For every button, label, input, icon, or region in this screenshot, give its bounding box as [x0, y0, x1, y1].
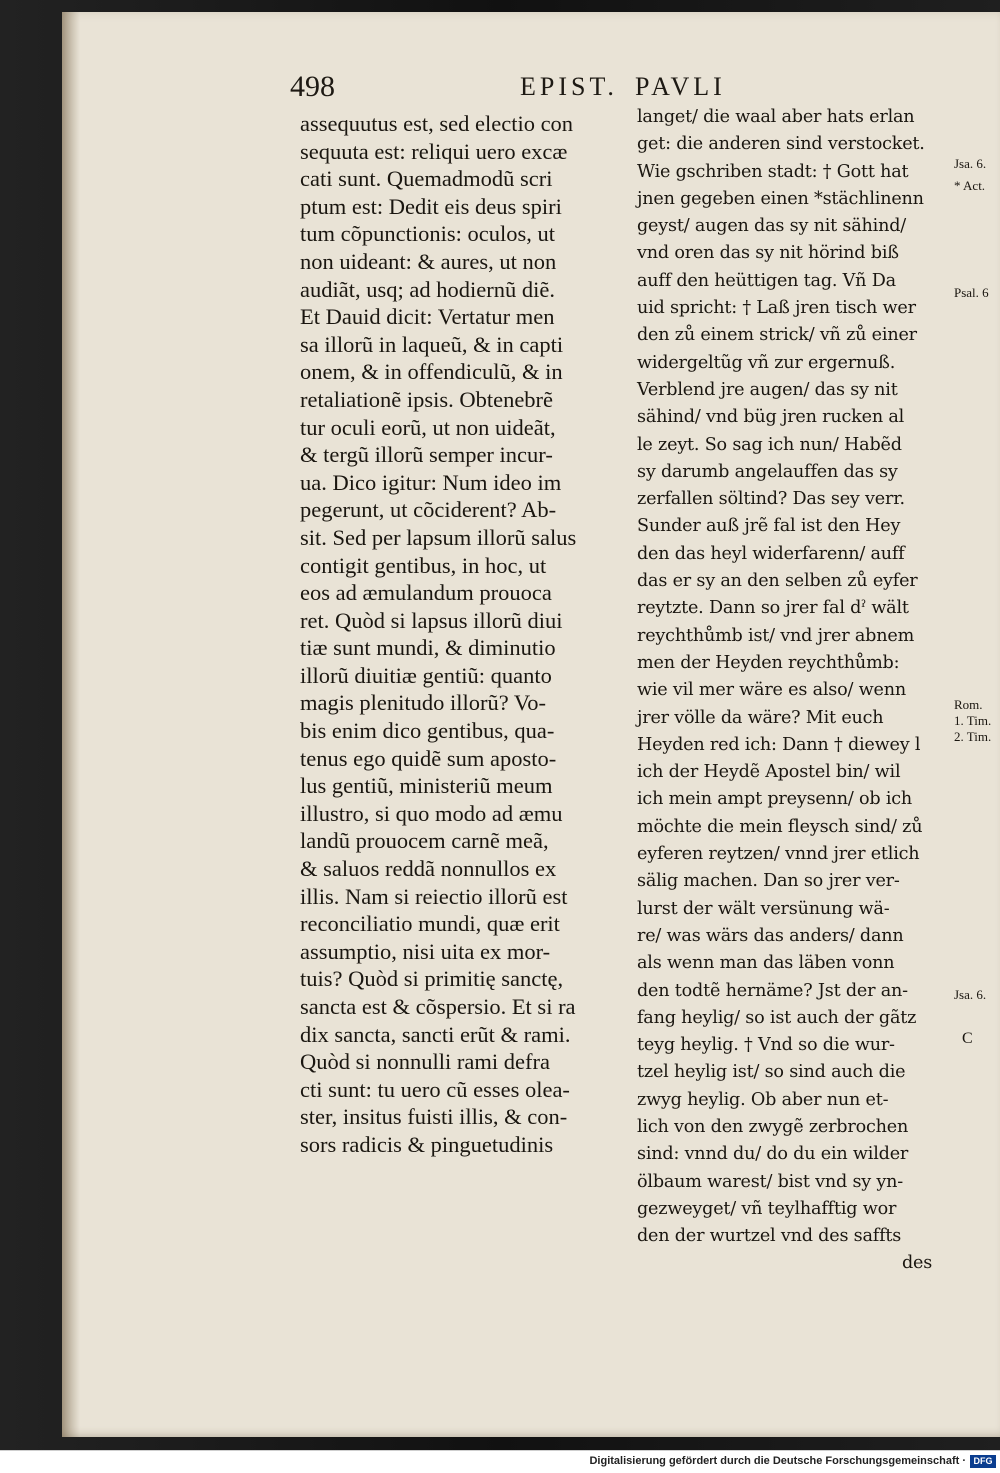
latin-text-line: & saluos reddã nonnullos ex	[300, 856, 557, 882]
german-text-line: tzel heylig ist/ so sind auch die	[637, 1062, 906, 1083]
german-text-line: sälig machen. Dan so jrer ver-	[637, 871, 900, 892]
running-head-right: PAVLI	[635, 72, 726, 101]
german-text-line: eyferen reytzen/ vnnd jrer etlich	[637, 844, 920, 865]
latin-text-line: landũ prouocem carnẽ meã,	[300, 828, 549, 854]
latin-text-column	[300, 110, 618, 1159]
latin-text-line: lus gentiũ, ministeriũ meum	[300, 773, 553, 799]
latin-text-line: sancta est & cõspersio. Et si ra	[300, 994, 576, 1019]
latin-text-line: cati sunt. Quemadmodũ scri	[300, 166, 553, 192]
latin-text-line: tur oculi eorũ, ut non uideãt,	[300, 414, 556, 440]
german-text-line: zwyg heylig. Ob aber nun et-	[637, 1089, 889, 1110]
latin-text-line: sa illorũ in laqueũ, & in capti	[300, 331, 564, 357]
latin-text-line: tum cõpunctionis: oculos, ut	[300, 221, 555, 247]
latin-text-line: sit. Sed per lapsum illorũ salus	[300, 524, 577, 550]
german-text-line: den zů einem strick/ vñ zů einer	[637, 325, 917, 346]
footer-bar	[0, 1450, 1000, 1473]
latin-text-line: Quòd si nonnulli rami defra	[300, 1049, 550, 1075]
dfg-logo: DFG	[970, 1455, 996, 1468]
german-text-line: gezweyget/ vñ teylhafftig wor	[637, 1198, 897, 1219]
latin-text-line: tenus ego quidẽ sum aposto-	[300, 745, 557, 771]
latin-text-line: assumptio, nisi uita ex mor-	[300, 938, 551, 964]
german-text-line: den der wurtzel vnd des saffts	[637, 1226, 902, 1247]
latin-text-line: non uideant: & aures, ut non	[300, 248, 557, 274]
german-text-line: jrer völle da wäre? Mit euch	[637, 707, 884, 728]
latin-text-line: assequutus est, sed electio con	[300, 111, 574, 136]
marginal-notes	[948, 0, 1000, 1425]
page-number: 498	[290, 70, 335, 103]
german-text-line: Sunder auß jrẽ fal ist den Hey	[637, 516, 901, 537]
german-text-line: möchte die mein fleysch sind/ zů	[637, 816, 923, 837]
latin-text-line: audiãt, usq; ad hodiernũ diẽ.	[300, 276, 555, 302]
marginal-note: * Act.	[954, 178, 986, 193]
german-text-line: sähind/ vnd büg jren rucken al	[637, 407, 905, 428]
german-text-line: zerfallen söltind? Das sey verr.	[637, 489, 905, 510]
german-text-line: lich von den zwygẽ zerbrochen	[637, 1116, 909, 1137]
latin-text-line: dix sancta, sancti erũt & rami.	[300, 1021, 571, 1047]
german-text-line: le zeyt. So sag ich nun/ Habẽd	[637, 434, 902, 455]
marginal-note: 1. Tim.	[954, 713, 992, 728]
latin-text-line: & tergũ illorũ semper incur-	[300, 442, 553, 468]
german-text-line: Heyden red ich: Dann † diewey l	[637, 734, 921, 755]
latin-text-line: sors radicis & pinguetudinis	[300, 1131, 554, 1157]
latin-text-line: contigit gentibus, in hoc, ut	[300, 552, 547, 578]
latin-text-line: tiæ sunt mundi, & diminutio	[300, 635, 556, 661]
german-text-line: langet/ die waal aber hats erlan	[637, 107, 915, 127]
german-text-line: das er sy an den selben zů eyfer	[637, 571, 918, 592]
german-text-line: teyg heylig. † Vnd so die wur-	[637, 1035, 895, 1056]
latin-text-line: illorũ diuitiæ gentiũ: quanto	[300, 662, 552, 688]
german-text-line: Wie gschriben stadt: † Gott hat	[637, 161, 909, 182]
latin-text-line: magis plenitudo illorũ? Vo-	[300, 690, 547, 716]
latin-text-line: pegerunt, ut cõciderent? Ab-	[300, 497, 557, 523]
latin-text-line: cti sunt: tu uero cũ esses olea-	[300, 1076, 570, 1102]
german-text-line: den todtẽ hernäme? Jst der an-	[637, 980, 908, 1001]
german-text-line: vnd oren das sy nit hörind biß	[637, 243, 899, 264]
latin-text-line: eos ad æmulandum prouoca	[300, 580, 552, 606]
german-text-line: get: die anderen sind verstocket.	[637, 134, 925, 155]
latin-text-line: illis. Nam si reiectio illorũ est	[300, 883, 568, 909]
marginal-note: 2. Tim.	[954, 729, 992, 744]
latin-text-line: bis enim dico gentibus, qua-	[300, 718, 555, 744]
catchword: des	[902, 1253, 933, 1274]
latin-text-line: ua. Dico igitur: Num ideo im	[300, 469, 562, 495]
german-text-line: ölbaum warest/ bist vnd sy yn-	[637, 1171, 904, 1192]
german-text-line: ich der Heydẽ Apostel bin/ wil	[637, 762, 901, 783]
german-text-line: jnen gegeben einen *stächlinenn	[637, 188, 924, 209]
marginal-note: Jsa. 6.	[954, 156, 987, 171]
latin-text-line: retaliationẽ ipsis. Obtenebrẽ	[300, 386, 554, 412]
funding-credit: Digitalisierung gefördert durch die Deutsche Forschungsgemeinschaft ·	[589, 1455, 966, 1467]
latin-text-line: sequuta est: reliqui uero excæ	[300, 138, 568, 164]
page-gutter-shadow	[62, 12, 80, 1437]
german-text-line: sy darumb angelauffen das sy	[637, 461, 898, 482]
latin-text-line: illustro, si quo modo ad æmu	[300, 800, 563, 826]
german-text-line: sind: vnnd du/ do du ein wilder	[637, 1144, 909, 1165]
german-text-line: widergeltũg vñ zur ergernuß.	[637, 352, 896, 373]
german-text-line: men der Heyden reychthůmb:	[637, 652, 900, 673]
running-head-left: EPIST.	[520, 72, 618, 101]
german-text-line: fang heylig/ so ist auch der gãtz	[637, 1007, 917, 1028]
marginal-note: Rom.	[954, 697, 983, 712]
latin-text-line: reconciliatio mundi, quæ erit	[300, 911, 560, 937]
german-text-line: reychthůmb ist/ vnd jrer abnem	[637, 625, 915, 646]
marginal-note: Jsa. 6.	[954, 987, 987, 1002]
german-text-line: re/ was wärs das anders/ dann	[637, 925, 904, 946]
latin-text-line: ster, insitus fuisti illis, & con-	[300, 1104, 568, 1130]
german-text-line: auff den heüttigen tag. Vñ Da	[637, 270, 896, 291]
marginal-note: C	[962, 1030, 973, 1047]
latin-text-line: onem, & in offendiculũ, & in	[300, 359, 563, 385]
german-text-line: geyst/ augen das sy nit sähind/	[637, 216, 907, 237]
german-text-line: wie vil mer wäre es also/ wenn	[637, 680, 906, 701]
german-text-line: ich mein ampt preysenn/ ob ich	[637, 789, 913, 810]
latin-text-line: ptum est: Dedit eis deus spiri	[300, 193, 562, 219]
latin-text-line: ret. Quòd si lapsus illorũ diui	[300, 607, 563, 633]
marginal-note: Psal. 6	[954, 285, 989, 300]
german-text-line: uid spricht: † Laß jren tisch wer	[637, 298, 916, 319]
german-text-column	[637, 104, 949, 1278]
german-text-line: Verblend jre augen/ das sy nit	[637, 379, 898, 400]
latin-text-line: tuis? Quòd si primitię sanctę,	[300, 966, 564, 992]
german-text-line: reytzte. Dann so jrer fal dˀ wält	[637, 598, 909, 619]
german-text-line: den das heyl widerfarenn/ auff	[637, 543, 905, 564]
german-text-line: lurst der wält versünung wä-	[637, 898, 890, 919]
german-text-line: als wenn man das läben vonn	[637, 953, 895, 974]
latin-text-line: Et Dauid dicit: Vertatur men	[300, 304, 555, 330]
